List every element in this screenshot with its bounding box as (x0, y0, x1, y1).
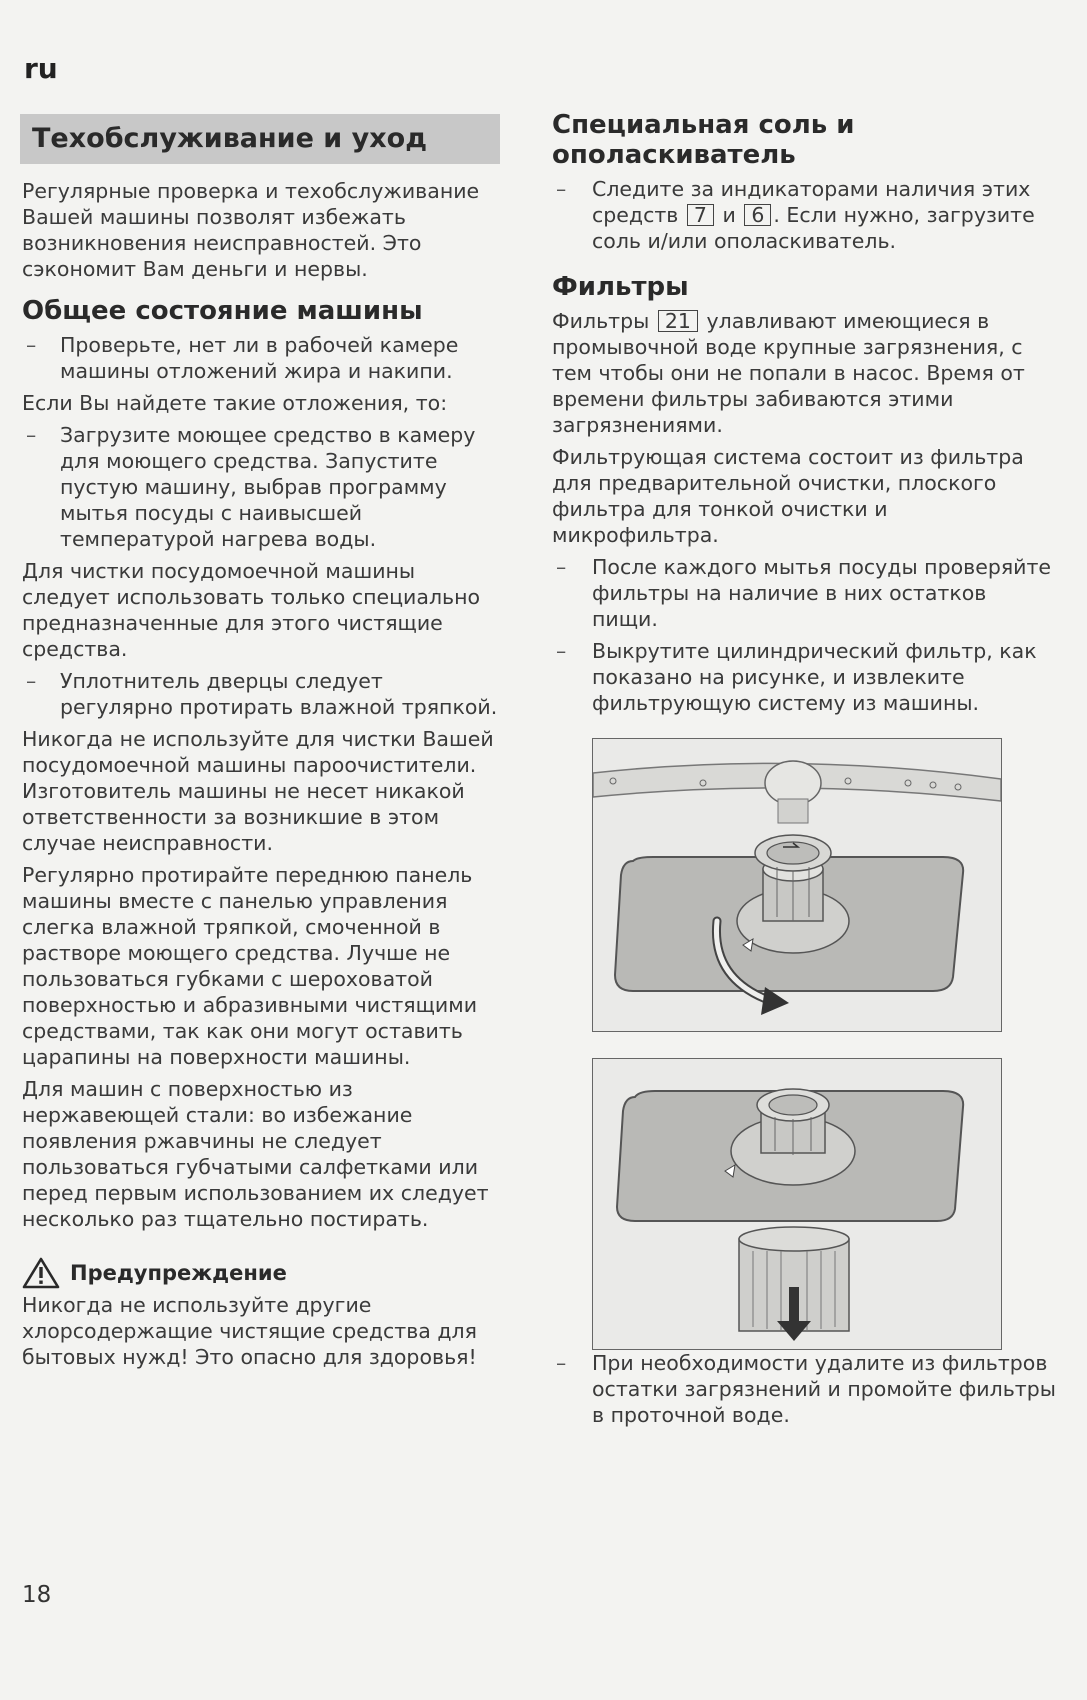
section-title-bar (20, 114, 500, 164)
filters-text-b: улавливают имеющиеся в промывочной воде крупные загрязнения, с тем чтобы они не попали в насос. Время от времени фильтры забиваются этими загрязнениями. (552, 309, 1025, 437)
salt-text-b: . Если нужно, загрузите соль и/или ополаскиватель. (592, 203, 1035, 253)
right-column (552, 110, 1057, 1434)
filters-list (552, 554, 1057, 716)
list-item-after-wash: – После каждого мытья посуды проверяйте фильтры на наличие в них остатков пищи. (552, 554, 1057, 632)
filters-text-a: Фильтры (552, 309, 650, 333)
list-item-seal: – Уплотнитель дверцы следует регулярно протирать влажной тряпкой. (22, 668, 502, 720)
salt-heading: Специальная соль и ополаскиватель (552, 110, 855, 170)
filters-paragraph-1 (552, 308, 1057, 438)
list-item-detergent: – Загрузите моющее средство в камеру для моющего средства. Запустите пустую машину, выбрав программу мытья посуды с наивысшей температурой нагрева воды. (22, 422, 502, 552)
list-item-rinse: – При необходимости удалите из фильтров остатки загрязнений и промойте фильтры в проточной воде. (552, 1350, 1057, 1428)
filter-unscrew-illustration (592, 738, 1002, 1032)
list-item-salt (552, 176, 1057, 254)
warning-heading (22, 1256, 502, 1290)
filters-paragraph-2: Фильтрующая система состоит из фильтра для предварительной очистки, плоского фильтра для тонкой очистки и микрофильтра. (552, 445, 1024, 547)
salt-text-a: Следите за индикаторами наличия этих средств (592, 177, 1031, 227)
salt-list (552, 176, 1057, 254)
check-list (22, 332, 502, 384)
warning-title: Предупреждение (70, 1261, 287, 1285)
language-code: ru (24, 52, 58, 85)
if-found-paragraph: Если Вы найдете такие отложения, то: (22, 391, 448, 415)
warning-text: Никогда не используйте другие хлорсодержащие чистящие средства для бытовых нужд! Это опасно для здоровья! (22, 1293, 477, 1369)
rinse-list (552, 1350, 1057, 1428)
filter-removal-illustration (592, 1058, 1002, 1350)
general-condition-heading: Общее состояние машины (22, 296, 423, 326)
section-title: Техобслуживание и уход (32, 123, 427, 154)
detergent-list (22, 422, 502, 552)
list-item-check: – Проверьте, нет ли в рабочей камере машины отложений жира и накипи. (22, 332, 502, 384)
filters-heading: Фильтры (552, 272, 689, 302)
ref-box-7: 7 (687, 204, 714, 226)
ref-box-21: 21 (658, 310, 698, 332)
seal-list (22, 668, 502, 720)
warning-triangle-icon (22, 1256, 60, 1290)
ref-box-6: 6 (744, 204, 771, 226)
page-number: 18 (22, 1582, 52, 1608)
stainless-paragraph: Для машин с поверхностью из нержавеющей стали: во избежание появления ржавчины не следует пользоваться губчатыми салфетками или перед первым использованием их следует несколько раз тщательно постирать. (22, 1077, 489, 1231)
front-panel-paragraph: Регулярно протирайте переднюю панель машины вместе с панелью управления слегка влажной тряпкой, смоченной в растворе моющего средства. Лучше не пользоваться губками с шероховатой поверхностью и абразивными чистящими средствами, так как они могут оставить царапины на поверхности машины. (22, 863, 478, 1069)
steam-cleaners-paragraph: Никогда не используйте для чистки Вашей посудомоечной машины пароочистители. Изготовитель машины не несет никакой ответственности за возникшие в этом случае неисправности. (22, 727, 494, 855)
list-item-unscrew: – Выкрутите цилиндрический фильтр, как показано на рисунке, и извлеките фильтрующую систему из машины. (552, 638, 1057, 716)
salt-and: и (722, 203, 736, 227)
left-column (22, 110, 502, 1376)
cleaning-agents-paragraph: Для чистки посудомоечной машины следует использовать только специально предназначенные для этого чистящие средства. (22, 559, 481, 661)
intro-paragraph: Регулярные проверка и техобслуживание Вашей машины позволят избежать возникновения неисправностей. Это сэкономит Вам деньги и нервы. (22, 179, 480, 281)
